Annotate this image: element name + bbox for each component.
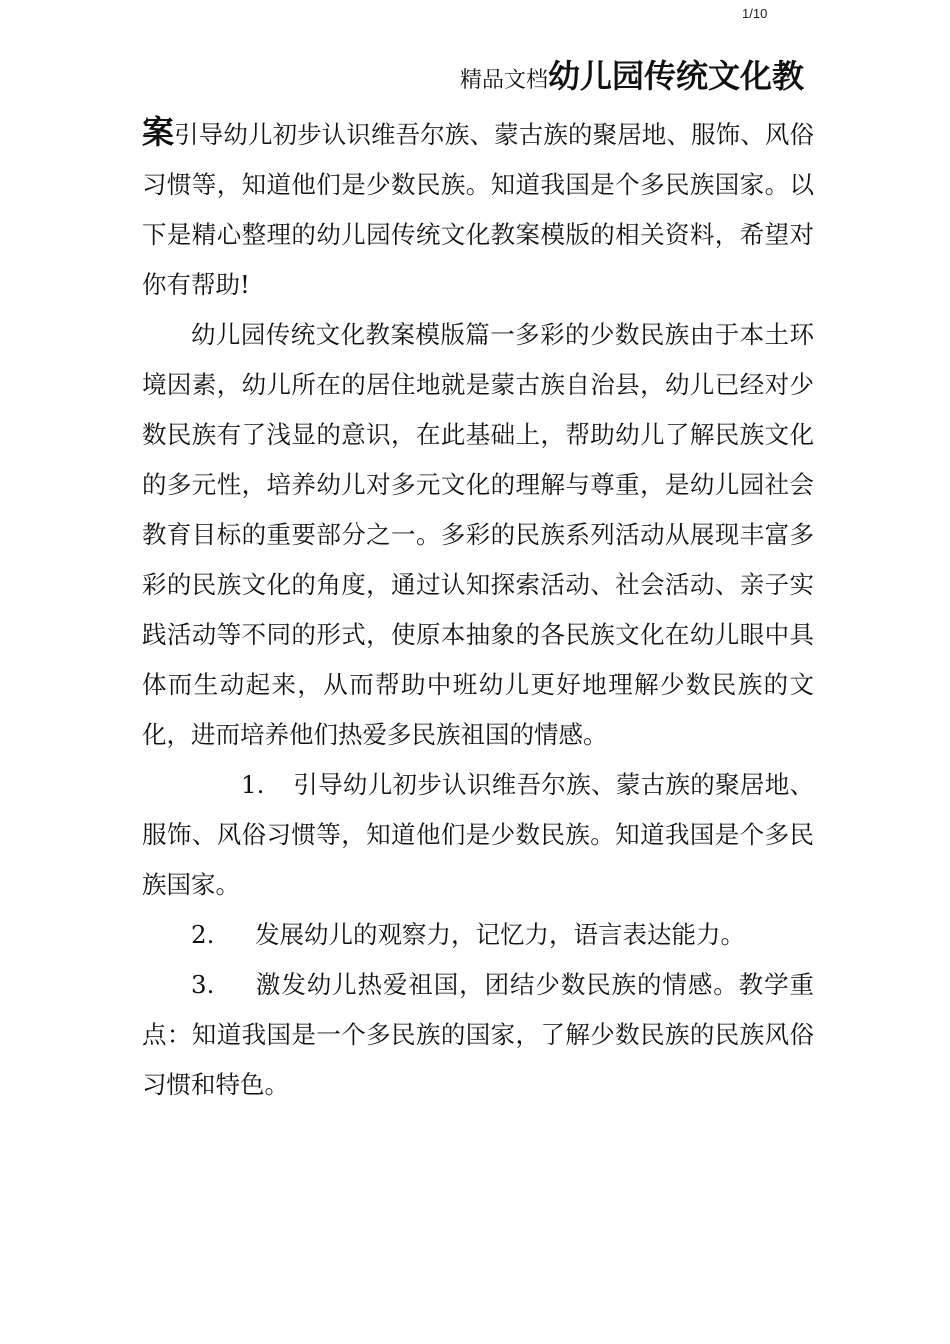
title-line (142, 54, 814, 103)
intro-text: 引导幼儿初步认识维吾尔族、蒙古族的聚居地、服饰、风俗习惯等，知道他们是少数民族。知道我国是个多民族国家。以下是精心整理的幼儿园传统文化教案模版的相关资料，希望对你有帮助! (142, 120, 814, 299)
list-item (142, 760, 814, 910)
list-item (142, 960, 814, 1110)
list-item (142, 910, 814, 960)
list-number: 3. (191, 970, 215, 999)
document-title: 幼儿园传统文化教 (547, 57, 804, 95)
list-text: 激发幼儿热爱祖国，团结少数民族的情感。教学重点：知道我国是一个多民族的国家，了解少数民族的民族风俗习惯和特色。 (142, 970, 814, 1099)
page-number: 1/10 (742, 6, 768, 21)
document-body (142, 54, 814, 1110)
list-number: 2. (191, 920, 215, 949)
title-prefix: 精品文档 (459, 68, 548, 93)
document-title-tail: 案 (142, 113, 175, 151)
body-paragraph: 幼儿园传统文化教案模版篇一多彩的少数民族由于本土环境因素，幼儿所在的居住地就是蒙古族自治县，幼儿已经对少数民族有了浅显的意识，在此基础上，帮助幼儿了解民族文化的多元性，培养幼儿对多元文化的理解与尊重，是幼儿园社会教育目标的重要部分之一。多彩的民族系列活动从展现丰富多彩的民族文化的角度，通过认知探索活动、社会活动、亲子实践活动等不同的形式，使原本抽象的各民族文化在幼儿眼中具体而生动起来，从而帮助中班幼儿更好地理解少数民族的文化，进而培养他们热爱多民族祖国的情感。 (142, 320, 814, 749)
list-text: 发展幼儿的观察力，记忆力，语言表达能力。 (255, 920, 745, 949)
list-number: 1. (241, 770, 265, 799)
list-text: 引导幼儿初步认识维吾尔族、蒙古族的聚居地、服饰、风俗习惯等，知道他们是少数民族。知道我国是个多民族国家。 (142, 770, 814, 899)
intro-paragraph (142, 107, 814, 310)
